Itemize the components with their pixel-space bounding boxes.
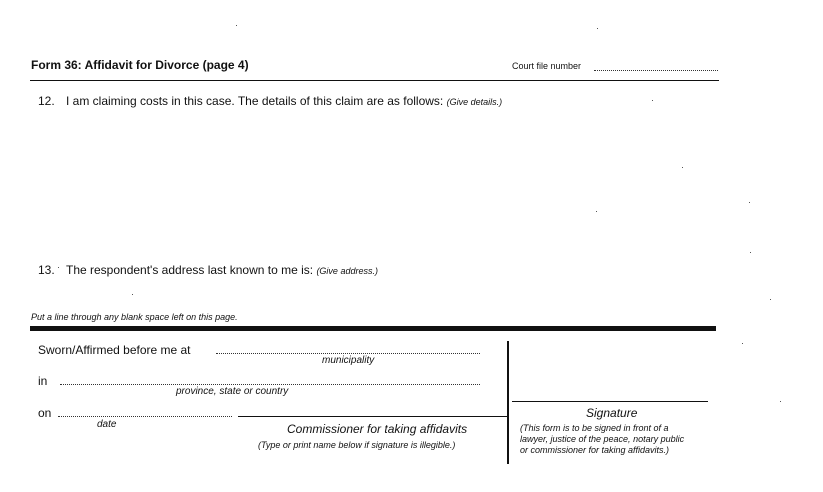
in-label: in — [38, 374, 48, 388]
commissioner-signature-line[interactable] — [238, 416, 508, 417]
province-field[interactable] — [60, 384, 480, 385]
scan-speck — [58, 267, 59, 268]
scan-speck — [596, 211, 597, 212]
signature-note-line: (This form is to be signed in front of a — [520, 423, 669, 433]
section-thick-rule — [30, 326, 716, 331]
deponent-signature-line — [512, 401, 708, 402]
item-12-details-area[interactable] — [60, 112, 710, 252]
scan-speck — [652, 100, 653, 101]
item-13-number: 13. — [38, 263, 55, 277]
signature-note-line: lawyer, justice of the peace, notary public — [520, 434, 685, 444]
jurat-vertical-divider — [507, 341, 509, 464]
scan-speck — [236, 25, 237, 26]
item-12-note: (Give details.) — [446, 97, 503, 107]
scan-speck — [770, 299, 771, 300]
commissioner-note: (Type or print name below if signature is illegible.) — [258, 440, 456, 450]
municipality-field[interactable] — [216, 353, 480, 354]
scan-speck — [749, 202, 750, 203]
header-rule — [30, 80, 719, 81]
signature-note-line: or commissioner for taking affidavits.) — [520, 445, 670, 455]
scan-speck — [750, 252, 751, 253]
item-12-number: 12. — [38, 94, 55, 108]
item-13-address-area[interactable] — [60, 280, 710, 308]
scan-speck — [742, 343, 743, 344]
date-field[interactable] — [58, 416, 232, 417]
sworn-label: Sworn/Affirmed before me at — [38, 343, 191, 357]
form-title: Form 36: Affidavit for Divorce (page 4) — [31, 58, 249, 72]
date-caption: date — [97, 419, 117, 430]
scan-speck — [597, 28, 598, 29]
deponent-signature-area[interactable] — [512, 346, 708, 400]
item-12-statement: I am claiming costs in this case. The details of this claim are as follows: — [66, 94, 444, 108]
province-caption: province, state or country — [176, 386, 289, 397]
scan-speck — [132, 294, 133, 295]
court-file-number-field[interactable] — [594, 70, 718, 71]
item-13-text — [66, 263, 378, 277]
scan-speck — [780, 401, 781, 402]
scan-speck — [682, 167, 683, 168]
signature-caption: Signature — [586, 406, 638, 420]
item-13-statement: The respondent's address last known to me is: — [66, 263, 314, 277]
court-file-number-label: Court file number — [512, 61, 582, 71]
on-label: on — [38, 406, 52, 420]
commissioner-caption: Commissioner for taking affidavits — [287, 422, 468, 436]
municipality-caption: municipality — [322, 355, 375, 366]
item-13-note: (Give address.) — [316, 266, 378, 276]
signature-note — [520, 423, 684, 456]
blank-space-note: Put a line through any blank space left on this page. — [31, 312, 238, 322]
item-12-text — [66, 94, 502, 108]
